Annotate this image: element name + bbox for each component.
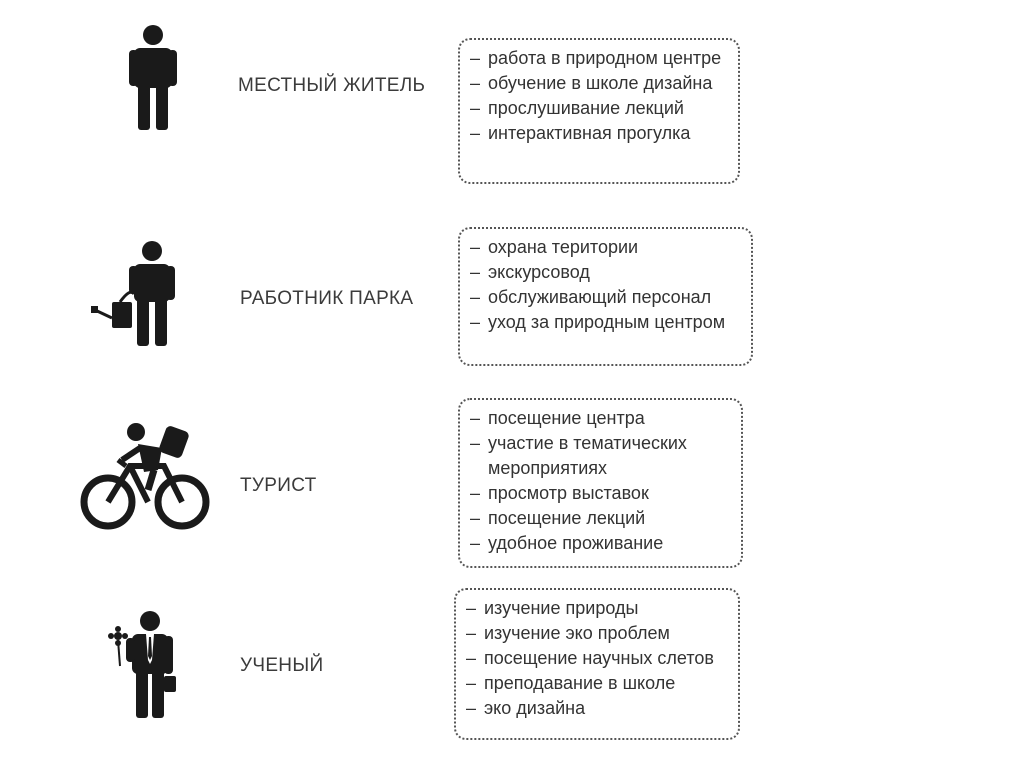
activity-item: – посещение научных слетов — [466, 648, 714, 668]
activity-item: – экскурсовод — [470, 262, 590, 282]
activity-item: – участие в тематических мероприятиях — [470, 433, 687, 478]
activity-item: – обслуживающий персонал — [470, 287, 712, 307]
activity-item: – просмотр выставок — [470, 483, 649, 503]
activity-item: – изучение эко проблем — [466, 623, 670, 643]
scientist-with-flower-icon — [108, 610, 180, 720]
role-label: ТУРИСТ — [240, 475, 317, 496]
activity-item: – преподавание в школе — [466, 673, 676, 693]
activity-item: – обучение в школе дизайна — [470, 73, 713, 93]
role-label: МЕСТНЫЙ ЖИТЕЛЬ — [238, 75, 426, 96]
activity-item: – прослушивание лекций — [470, 98, 684, 118]
activity-item: – уход за природным центром — [470, 312, 726, 332]
activity-item: – эко дизайна — [466, 698, 586, 718]
activity-item: – интерактивная прогулка — [470, 123, 691, 143]
standing-person-icon — [125, 24, 181, 132]
activity-item: – удобное проживание — [470, 533, 664, 553]
role-label: УЧЕНЫЙ — [240, 655, 324, 676]
activities-box — [454, 588, 740, 740]
activity-item: – посещение лекций — [470, 508, 646, 528]
park-worker-watering-can-icon — [90, 238, 182, 348]
activities-box — [458, 227, 753, 366]
role-label: РАБОТНИК ПАРКА — [240, 288, 414, 309]
activity-item: – охрана територии — [470, 237, 639, 257]
activity-item: – изучение природы — [466, 598, 639, 618]
activities-box — [458, 398, 743, 568]
activities-box — [458, 38, 740, 184]
activity-item: – работа в природном центре — [470, 48, 722, 68]
cyclist-with-backpack-icon — [78, 420, 212, 532]
activity-item: – посещение центра — [470, 408, 645, 428]
